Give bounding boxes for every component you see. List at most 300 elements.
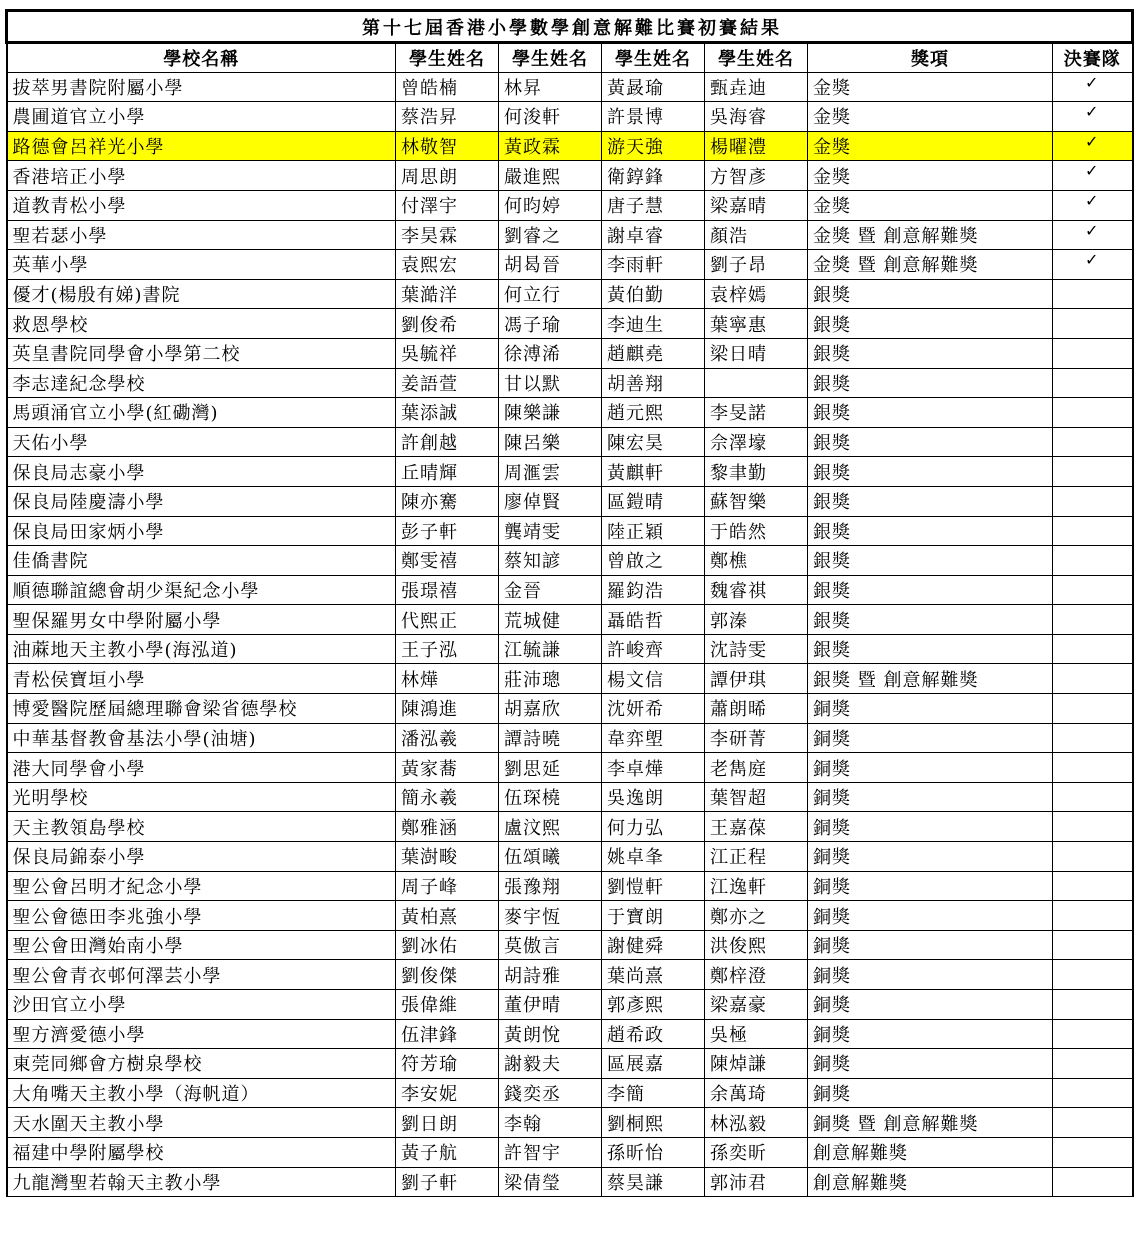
school-name-cell: 香港培正小學 <box>7 161 396 191</box>
student-name-cell: 姜語萱 <box>396 368 499 398</box>
header-student-3: 學生姓名 <box>602 43 705 73</box>
school-name-cell: 東莞同鄉會方樹泉學校 <box>7 1049 396 1079</box>
final-team-check-cell: ✓ <box>1053 131 1133 161</box>
school-name-cell: 路德會呂祥光小學 <box>7 131 396 161</box>
student-name-cell: 李迪生 <box>602 309 705 339</box>
final-team-check-cell <box>1053 338 1133 368</box>
student-name-cell: 衛錞鋒 <box>602 161 705 191</box>
student-name-cell: 林泓毅 <box>705 1108 808 1138</box>
student-name-cell: 陸正穎 <box>602 516 705 546</box>
table-row <box>7 546 1133 576</box>
student-name-cell: 鄭雯禧 <box>396 546 499 576</box>
student-name-cell: 鄭樵 <box>705 546 808 576</box>
student-name-cell: 葉澔洋 <box>396 279 499 309</box>
student-name-cell: 鄭雅涵 <box>396 812 499 842</box>
header-final: 決賽隊 <box>1053 43 1133 73</box>
student-name-cell: 林昇 <box>499 72 602 102</box>
award-cell: 金獎 暨 創意解難獎 <box>808 220 1053 250</box>
student-name-cell: 伍琛橈 <box>499 782 602 812</box>
final-team-check-cell <box>1053 309 1133 339</box>
student-name-cell: 郭溱 <box>705 605 808 635</box>
award-cell: 銅獎 <box>808 871 1053 901</box>
table-row <box>7 1019 1133 1049</box>
school-name-cell: 中華基督教會基法小學(油塘) <box>7 723 396 753</box>
school-name-cell: 聖保羅男女中學附屬小學 <box>7 605 396 635</box>
award-cell: 銀獎 <box>808 309 1053 339</box>
table-row <box>7 1078 1133 1108</box>
school-name-cell: 光明學校 <box>7 782 396 812</box>
student-name-cell: 謝健舜 <box>602 930 705 960</box>
student-name-cell: 金晉 <box>499 575 602 605</box>
student-name-cell: 麥宇恆 <box>499 901 602 931</box>
student-name-cell: 孫昕怡 <box>602 1137 705 1167</box>
student-name-cell: 胡詩雅 <box>499 960 602 990</box>
table-row <box>7 605 1133 635</box>
student-name-cell: 劉桐熙 <box>602 1108 705 1138</box>
student-name-cell: 張璟禧 <box>396 575 499 605</box>
student-name-cell: 黃子航 <box>396 1137 499 1167</box>
student-name-cell: 劉愷軒 <box>602 871 705 901</box>
student-name-cell: 余萬琦 <box>705 1078 808 1108</box>
student-name-cell: 孫奕昕 <box>705 1137 808 1167</box>
award-cell: 銀獎 <box>808 546 1053 576</box>
school-name-cell: 博愛醫院歷屆總理聯會梁省德學校 <box>7 694 396 724</box>
student-name-cell: 陳亦騫 <box>396 486 499 516</box>
student-name-cell: 伍頌曦 <box>499 842 602 872</box>
student-name-cell: 楊文信 <box>602 664 705 694</box>
school-name-cell: 聖公會田灣始南小學 <box>7 930 396 960</box>
student-name-cell: 許景博 <box>602 102 705 132</box>
student-name-cell: 顏浩 <box>705 220 808 250</box>
student-name-cell: 楊曜澧 <box>705 131 808 161</box>
student-name-cell: 沈妍希 <box>602 694 705 724</box>
student-name-cell: 廖倬賢 <box>499 486 602 516</box>
table-row <box>7 1049 1133 1079</box>
table-row <box>7 102 1133 132</box>
student-name-cell: 黃朗悅 <box>499 1019 602 1049</box>
student-name-cell: 代熙正 <box>396 605 499 635</box>
student-name-cell: 黃家蕎 <box>396 753 499 783</box>
student-name-cell: 梁嘉豪 <box>705 990 808 1020</box>
student-name-cell: 沈詩雯 <box>705 634 808 664</box>
school-name-cell: 佳僑書院 <box>7 546 396 576</box>
student-name-cell: 黎聿勤 <box>705 457 808 487</box>
award-cell: 銀獎 <box>808 457 1053 487</box>
student-name-cell: 王子泓 <box>396 634 499 664</box>
student-name-cell: 黃柏熹 <box>396 901 499 931</box>
student-name-cell: 陳宏昊 <box>602 427 705 457</box>
student-name-cell: 韋弈塱 <box>602 723 705 753</box>
school-name-cell: 道教青松小學 <box>7 190 396 220</box>
student-name-cell: 唐子慧 <box>602 190 705 220</box>
table-row <box>7 72 1133 102</box>
award-cell: 金獎 <box>808 131 1053 161</box>
page-title: 第十七屆香港小學數學創意解難比賽初賽結果 <box>7 11 1133 43</box>
award-cell: 金獎 <box>808 72 1053 102</box>
student-name-cell: 老雋庭 <box>705 753 808 783</box>
final-team-check-cell <box>1053 605 1133 635</box>
student-name-cell: 董伊晴 <box>499 990 602 1020</box>
student-name-cell: 區展嘉 <box>602 1049 705 1079</box>
award-cell: 銀獎 <box>808 605 1053 635</box>
student-name-cell: 梁日晴 <box>705 338 808 368</box>
student-name-cell: 袁熙宏 <box>396 250 499 280</box>
final-team-check-cell <box>1053 368 1133 398</box>
school-name-cell: 英皇書院同學會小學第二校 <box>7 338 396 368</box>
final-team-check-cell <box>1053 694 1133 724</box>
student-name-cell: 黃政霖 <box>499 131 602 161</box>
final-team-check-cell <box>1053 842 1133 872</box>
student-name-cell: 林燁 <box>396 664 499 694</box>
award-cell: 銅獎 <box>808 812 1053 842</box>
student-name-cell: 何力弘 <box>602 812 705 842</box>
table-row <box>7 871 1133 901</box>
final-team-check-cell: ✓ <box>1053 72 1133 102</box>
school-name-cell: 農圃道官立小學 <box>7 102 396 132</box>
title-row <box>7 11 1133 43</box>
school-name-cell: 拔萃男書院附屬小學 <box>7 72 396 102</box>
table-row <box>7 694 1133 724</box>
table-row <box>7 161 1133 191</box>
student-name-cell: 伍津鋒 <box>396 1019 499 1049</box>
student-name-cell: 劉冰佑 <box>396 930 499 960</box>
school-name-cell: 天水圍天主教小學 <box>7 1108 396 1138</box>
student-name-cell: 黃伯勤 <box>602 279 705 309</box>
student-name-cell: 謝卓睿 <box>602 220 705 250</box>
student-name-cell: 葉寧惠 <box>705 309 808 339</box>
award-cell: 銅獎 <box>808 694 1053 724</box>
school-name-cell: 油蔴地天主教小學(海泓道) <box>7 634 396 664</box>
student-name-cell: 郭沛君 <box>705 1167 808 1197</box>
student-name-cell: 李昊霖 <box>396 220 499 250</box>
final-team-check-cell <box>1053 1049 1133 1079</box>
student-name-cell: 胡善翔 <box>602 368 705 398</box>
table-row <box>7 1137 1133 1167</box>
student-name-cell: 葉智超 <box>705 782 808 812</box>
school-name-cell: 保良局田家炳小學 <box>7 516 396 546</box>
final-team-check-cell: ✓ <box>1053 102 1133 132</box>
student-name-cell: 胡曷晉 <box>499 250 602 280</box>
student-name-cell: 張豫翔 <box>499 871 602 901</box>
student-name-cell: 王嘉葆 <box>705 812 808 842</box>
table-row <box>7 398 1133 428</box>
final-team-check-cell <box>1053 279 1133 309</box>
student-name-cell: 吳海睿 <box>705 102 808 132</box>
school-name-cell: 保良局錦泰小學 <box>7 842 396 872</box>
award-cell: 銅獎 <box>808 990 1053 1020</box>
header-student-4: 學生姓名 <box>705 43 808 73</box>
table-row <box>7 664 1133 694</box>
final-team-check-cell <box>1053 1167 1133 1197</box>
student-name-cell: 江毓謙 <box>499 634 602 664</box>
student-name-cell: 陳樂謙 <box>499 398 602 428</box>
final-team-check-cell <box>1053 546 1133 576</box>
student-name-cell: 許峻齊 <box>602 634 705 664</box>
final-team-check-cell <box>1053 871 1133 901</box>
table-row <box>7 634 1133 664</box>
student-name-cell: 黃麒軒 <box>602 457 705 487</box>
student-name-cell: 葉澍畯 <box>396 842 499 872</box>
table-row <box>7 457 1133 487</box>
final-team-check-cell: ✓ <box>1053 190 1133 220</box>
student-name-cell: 許智宇 <box>499 1137 602 1167</box>
school-name-cell: 聖若瑟小學 <box>7 220 396 250</box>
table-row <box>7 338 1133 368</box>
table-row <box>7 486 1133 516</box>
student-name-cell: 趙元熙 <box>602 398 705 428</box>
student-name-cell: 劉子昂 <box>705 250 808 280</box>
student-name-cell: 吳逸朗 <box>602 782 705 812</box>
student-name-cell: 梁嘉晴 <box>705 190 808 220</box>
table-row <box>7 1108 1133 1138</box>
student-name-cell: 符芳瑜 <box>396 1049 499 1079</box>
table-row <box>7 516 1133 546</box>
final-team-check-cell <box>1053 457 1133 487</box>
final-team-check-cell <box>1053 486 1133 516</box>
award-cell: 銅獎 <box>808 1049 1053 1079</box>
header-student-2: 學生姓名 <box>499 43 602 73</box>
award-cell: 創意解難獎 <box>808 1137 1053 1167</box>
student-name-cell: 郭彥熙 <box>602 990 705 1020</box>
student-name-cell: 丘晴輝 <box>396 457 499 487</box>
student-name-cell: 于皓然 <box>705 516 808 546</box>
student-name-cell: 游天強 <box>602 131 705 161</box>
award-cell: 金獎 暨 創意解難獎 <box>808 250 1053 280</box>
award-cell: 銅獎 <box>808 723 1053 753</box>
school-name-cell: 大角嘴天主教小學（海帆道） <box>7 1078 396 1108</box>
student-name-cell: 付澤宇 <box>396 190 499 220</box>
student-name-cell: 趙希政 <box>602 1019 705 1049</box>
school-name-cell: 九龍灣聖若翰天主教小學 <box>7 1167 396 1197</box>
student-name-cell: 劉睿之 <box>499 220 602 250</box>
student-name-cell: 江正程 <box>705 842 808 872</box>
award-cell: 銅獎 <box>808 901 1053 931</box>
student-name-cell: 李研菁 <box>705 723 808 753</box>
award-cell: 銀獎 <box>808 398 1053 428</box>
student-name-cell: 莊沛璁 <box>499 664 602 694</box>
table-row <box>7 782 1133 812</box>
student-name-cell: 蘇智樂 <box>705 486 808 516</box>
student-name-cell: 佘澤壕 <box>705 427 808 457</box>
student-name-cell: 劉俊傑 <box>396 960 499 990</box>
table-row <box>7 575 1133 605</box>
student-name-cell: 葉添誠 <box>396 398 499 428</box>
award-cell: 銅獎 <box>808 930 1053 960</box>
student-name-cell: 周子峰 <box>396 871 499 901</box>
student-name-cell: 李卓燁 <box>602 753 705 783</box>
table-row <box>7 723 1133 753</box>
header-student-1: 學生姓名 <box>396 43 499 73</box>
student-name-cell: 洪俊熙 <box>705 930 808 960</box>
student-name-cell: 龔靖雯 <box>499 516 602 546</box>
student-name-cell: 劉子軒 <box>396 1167 499 1197</box>
school-name-cell: 聖公會德田李兆強小學 <box>7 901 396 931</box>
award-cell: 銅獎 <box>808 753 1053 783</box>
student-name-cell: 譚詩曉 <box>499 723 602 753</box>
school-name-cell: 優才(楊殷有娣)書院 <box>7 279 396 309</box>
student-name-cell: 何昀婷 <box>499 190 602 220</box>
award-cell: 銀獎 <box>808 427 1053 457</box>
award-cell: 銅獎 <box>808 782 1053 812</box>
school-name-cell: 救恩學校 <box>7 309 396 339</box>
final-team-check-cell <box>1053 1019 1133 1049</box>
table-row <box>7 427 1133 457</box>
student-name-cell: 梁倩瑩 <box>499 1167 602 1197</box>
final-team-check-cell <box>1053 427 1133 457</box>
school-name-cell: 順德聯誼總會胡少渠紀念小學 <box>7 575 396 605</box>
student-name-cell: 胡嘉欣 <box>499 694 602 724</box>
student-name-cell: 李雨軒 <box>602 250 705 280</box>
table-row <box>7 960 1133 990</box>
student-name-cell: 甘以默 <box>499 368 602 398</box>
student-name-cell: 蔡浩昇 <box>396 102 499 132</box>
student-name-cell: 何浚軒 <box>499 102 602 132</box>
final-team-check-cell <box>1053 782 1133 812</box>
student-name-cell: 林敬智 <box>396 131 499 161</box>
final-team-check-cell <box>1053 664 1133 694</box>
final-team-check-cell: ✓ <box>1053 250 1133 280</box>
table-row <box>7 131 1133 161</box>
student-name-cell: 葉尚熹 <box>602 960 705 990</box>
student-name-cell: 潘泓羲 <box>396 723 499 753</box>
student-name-cell: 李翰 <box>499 1108 602 1138</box>
student-name-cell: 張偉維 <box>396 990 499 1020</box>
student-name-cell: 莫傲言 <box>499 930 602 960</box>
table-row <box>7 250 1133 280</box>
table-row <box>7 990 1133 1020</box>
table-row <box>7 309 1133 339</box>
table-row <box>7 930 1133 960</box>
student-name-cell: 李旻諾 <box>705 398 808 428</box>
student-name-cell: 徐溥浠 <box>499 338 602 368</box>
award-cell: 銀獎 暨 創意解難獎 <box>808 664 1053 694</box>
final-team-check-cell <box>1053 812 1133 842</box>
school-name-cell: 港大同學會小學 <box>7 753 396 783</box>
student-name-cell: 羅鈞浩 <box>602 575 705 605</box>
student-name-cell: 鄭亦之 <box>705 901 808 931</box>
school-name-cell: 保良局志豪小學 <box>7 457 396 487</box>
student-name-cell: 謝毅夫 <box>499 1049 602 1079</box>
award-cell: 銅獎 <box>808 1078 1053 1108</box>
award-cell: 創意解難獎 <box>808 1167 1053 1197</box>
table-row <box>7 190 1133 220</box>
student-name-cell: 江逸軒 <box>705 871 808 901</box>
final-team-check-cell <box>1053 960 1133 990</box>
student-name-cell: 甄垚迪 <box>705 72 808 102</box>
student-name-cell: 李簡 <box>602 1078 705 1108</box>
student-name-cell: 曾皓楠 <box>396 72 499 102</box>
student-name-cell: 聶皓哲 <box>602 605 705 635</box>
award-cell: 銅獎 暨 創意解難獎 <box>808 1108 1053 1138</box>
award-cell: 金獎 <box>808 102 1053 132</box>
student-name-cell: 盧汶熙 <box>499 812 602 842</box>
school-name-cell: 福建中學附屬學校 <box>7 1137 396 1167</box>
table-row <box>7 812 1133 842</box>
table-row <box>7 279 1133 309</box>
student-name-cell: 陳呂樂 <box>499 427 602 457</box>
student-name-cell: 譚伊琪 <box>705 664 808 694</box>
student-name-cell: 何立行 <box>499 279 602 309</box>
student-name-cell: 錢奕丞 <box>499 1078 602 1108</box>
award-cell: 銀獎 <box>808 575 1053 605</box>
school-name-cell: 天佑小學 <box>7 427 396 457</box>
student-name-cell: 李安妮 <box>396 1078 499 1108</box>
award-cell: 銀獎 <box>808 368 1053 398</box>
student-name-cell: 趙麒堯 <box>602 338 705 368</box>
final-team-check-cell <box>1053 723 1133 753</box>
school-name-cell: 馬頭涌官立小學(紅磡灣) <box>7 398 396 428</box>
final-team-check-cell <box>1053 398 1133 428</box>
school-name-cell: 聖公會青衣邨何澤芸小學 <box>7 960 396 990</box>
student-name-cell: 劉俊希 <box>396 309 499 339</box>
header-row <box>7 43 1133 73</box>
student-name-cell: 區鎧晴 <box>602 486 705 516</box>
school-name-cell: 天主教領島學校 <box>7 812 396 842</box>
student-name-cell: 袁梓嫣 <box>705 279 808 309</box>
final-team-check-cell <box>1053 575 1133 605</box>
student-name-cell: 于寶朗 <box>602 901 705 931</box>
header-school: 學校名稱 <box>7 43 396 73</box>
final-team-check-cell <box>1053 930 1133 960</box>
award-cell: 銀獎 <box>808 279 1053 309</box>
school-name-cell: 保良局陸慶濤小學 <box>7 486 396 516</box>
final-team-check-cell <box>1053 1078 1133 1108</box>
student-name-cell: 劉思延 <box>499 753 602 783</box>
award-cell: 銀獎 <box>808 516 1053 546</box>
student-name-cell: 方智彥 <box>705 161 808 191</box>
student-name-cell: 荒城健 <box>499 605 602 635</box>
table-row <box>7 753 1133 783</box>
student-name-cell <box>705 368 808 398</box>
student-name-cell: 馮子瑜 <box>499 309 602 339</box>
school-name-cell: 英華小學 <box>7 250 396 280</box>
results-table <box>5 9 1134 1197</box>
student-name-cell: 陳鴻進 <box>396 694 499 724</box>
final-team-check-cell <box>1053 901 1133 931</box>
student-name-cell: 曾啟之 <box>602 546 705 576</box>
student-name-cell: 黃晸瑜 <box>602 72 705 102</box>
table-row <box>7 842 1133 872</box>
final-team-check-cell <box>1053 990 1133 1020</box>
final-team-check-cell <box>1053 1137 1133 1167</box>
student-name-cell: 劉日朗 <box>396 1108 499 1138</box>
table-row <box>7 220 1133 250</box>
final-team-check-cell: ✓ <box>1053 220 1133 250</box>
student-name-cell: 蕭朗晞 <box>705 694 808 724</box>
student-name-cell: 魏睿祺 <box>705 575 808 605</box>
final-team-check-cell <box>1053 753 1133 783</box>
student-name-cell: 姚卓夆 <box>602 842 705 872</box>
final-team-check-cell <box>1053 516 1133 546</box>
table-row <box>7 1167 1133 1197</box>
student-name-cell: 周滙雲 <box>499 457 602 487</box>
student-name-cell: 鄭梓澄 <box>705 960 808 990</box>
final-team-check-cell <box>1053 634 1133 664</box>
student-name-cell: 周思朗 <box>396 161 499 191</box>
award-cell: 銀獎 <box>808 338 1053 368</box>
school-name-cell: 聖公會呂明才紀念小學 <box>7 871 396 901</box>
award-cell: 銅獎 <box>808 960 1053 990</box>
award-cell: 銅獎 <box>808 842 1053 872</box>
student-name-cell: 簡永羲 <box>396 782 499 812</box>
award-cell: 金獎 <box>808 190 1053 220</box>
school-name-cell: 李志達紀念學校 <box>7 368 396 398</box>
award-cell: 金獎 <box>808 161 1053 191</box>
school-name-cell: 沙田官立小學 <box>7 990 396 1020</box>
student-name-cell: 吳毓祥 <box>396 338 499 368</box>
student-name-cell: 彭子軒 <box>396 516 499 546</box>
school-name-cell: 青松侯寶垣小學 <box>7 664 396 694</box>
